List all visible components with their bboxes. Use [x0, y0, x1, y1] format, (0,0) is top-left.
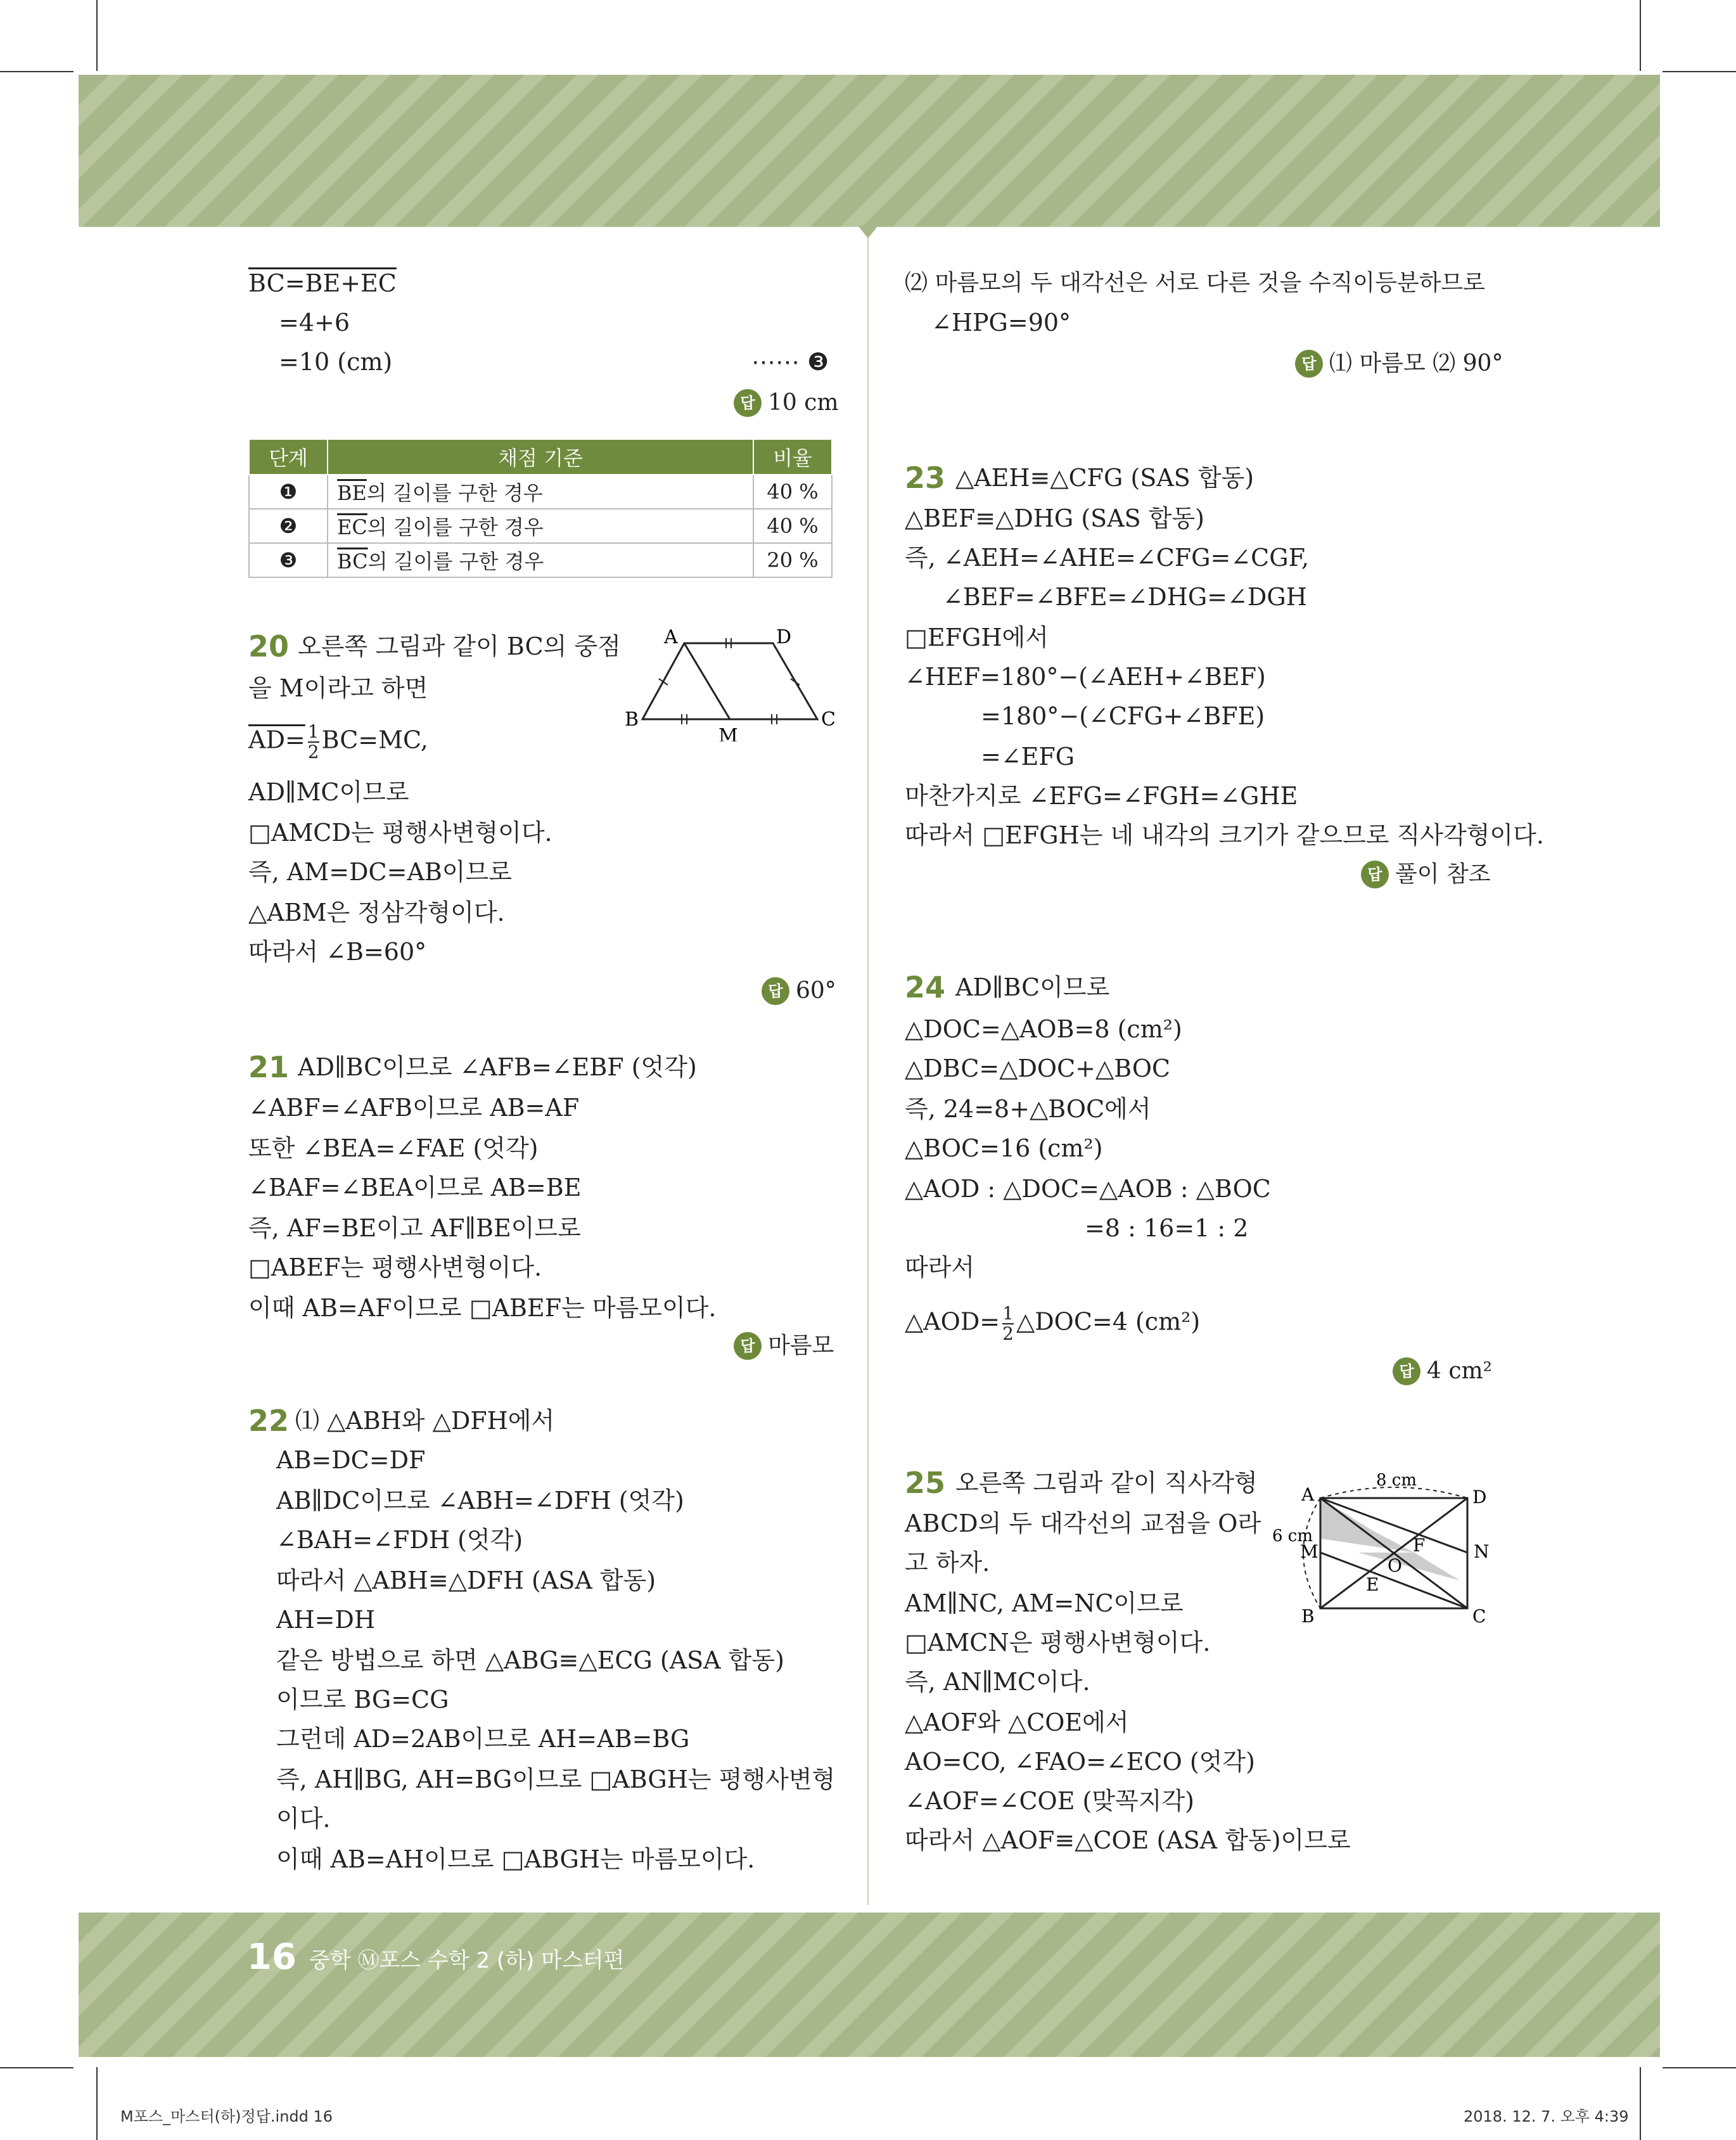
label-a: A — [664, 626, 678, 648]
label-d: D — [1472, 1487, 1487, 1508]
p23-line: □EFGH에서 — [905, 624, 1049, 651]
label-b: B — [625, 708, 639, 731]
p22-line: 이다. — [276, 1805, 331, 1833]
p21-line: □ABEF는 평행사변형이다. — [248, 1253, 542, 1281]
p23-line: =180°−(∠CFG+∠BFE) — [981, 702, 1265, 730]
label-8cm: 8 cm — [1376, 1471, 1417, 1490]
answer-bc: 답 10 cm — [734, 388, 839, 418]
p24-line: △AOD= $\frac{1}{2}$ △DOC=4 (cm²) — [905, 1303, 1201, 1344]
p22-line: 그런데 AD=2AB이므로 AH=AB=BG — [276, 1725, 690, 1753]
p22-line: AH=DH — [276, 1606, 376, 1634]
p24-line: 즉, 24=8+△BOC에서 — [905, 1095, 1151, 1123]
p22-line: AB=DC=DF — [276, 1446, 426, 1474]
p22b-line: ⑵ 마름모의 두 대각선은 서로 다른 것을 수직이등분하므로 — [905, 270, 1485, 296]
p22-line: ∠BAH=∠FDH (엇각) — [276, 1526, 523, 1554]
crop-mark — [1640, 0, 1641, 71]
label-n: N — [1474, 1541, 1490, 1562]
p24-line: △DBC=△DOC+△BOC — [905, 1054, 1171, 1082]
p23-line: ∠HEF=180°−(∠AEH+∠BEF) — [905, 663, 1266, 691]
p23-line: =∠EFG — [981, 743, 1075, 771]
answer-21: 답 마름모 — [734, 1331, 834, 1361]
p20-line: 따라서 ∠B=60° — [248, 938, 427, 966]
p20-line: AD= $\frac{1}{2}$ BC=MC, — [248, 721, 428, 762]
p24-line: △BOC=16 (cm²) — [905, 1134, 1103, 1162]
answer-badge-icon: 답 — [1361, 861, 1389, 888]
p22b-line: ∠HPG=90° — [931, 309, 1071, 336]
p20-line: 즉, AM=DC=AB이므로 — [248, 858, 512, 886]
table-row: ❸ $\overline{BC}$의 길이를 구한 경우 20 % — [249, 543, 832, 577]
p20-line: □AMCD는 평행사변형이다. — [248, 819, 552, 847]
p24-line: =8 : 16=1 : 2 — [1085, 1214, 1249, 1242]
answer-badge-icon: 답 — [1393, 1357, 1420, 1385]
table-header: 단계 — [249, 439, 328, 475]
crop-mark — [96, 0, 98, 71]
p23-line: ∠BEF=∠BFE=∠DHG=∠DGH — [943, 583, 1307, 611]
table-row: ❶ $\overline{BE}$의 길이를 구한 경우 40 % — [249, 475, 832, 509]
p25-line: △AOF와 △COE에서 — [905, 1708, 1129, 1736]
label-6cm: 6 cm — [1272, 1527, 1313, 1546]
p25-line: AM∥NC, AM=NC이므로 — [905, 1589, 1184, 1617]
p24-line: 따라서 — [905, 1253, 975, 1281]
crop-mark — [96, 2067, 98, 2140]
answer-badge-icon: 답 — [734, 389, 762, 417]
label-m: M — [718, 725, 738, 741]
problem-number-20: 20 — [248, 629, 290, 663]
problem-number-23: 23 — [905, 461, 946, 495]
crop-mark — [1663, 71, 1736, 72]
column-divider — [867, 238, 869, 1905]
label-d: D — [776, 626, 792, 648]
scoring-table — [248, 439, 833, 578]
p25-line: AO=CO, ∠FAO=∠ECO (엇각) — [905, 1748, 1255, 1776]
p20-line: △ABM은 정삼각형이다. — [248, 899, 505, 926]
label-a: A — [1301, 1484, 1315, 1505]
rectangle-figure — [1267, 1470, 1502, 1635]
answer-23: 답 풀이 참조 — [1361, 859, 1491, 890]
problem-number-24: 24 — [905, 970, 946, 1004]
fraction: $\frac{1}{2}$ — [307, 721, 319, 762]
p25-line: 오른쪽 그림과 같이 직사각형 — [955, 1469, 1258, 1497]
problem-number-22: 22 — [248, 1404, 290, 1438]
p20-line: 을 M이라고 하면 — [248, 674, 428, 702]
answer-badge-icon: 답 — [1295, 350, 1323, 378]
p21-line: 또한 ∠BEA=∠FAE (엇각) — [248, 1134, 539, 1162]
p23-line: 마찬가지로 ∠EFG=∠FGH=∠GHE — [905, 782, 1298, 810]
p25-line: 따라서 △AOF≡△COE (ASA 합동)이므로 — [905, 1826, 1351, 1854]
label-c: C — [821, 708, 836, 731]
p20-line: AD∥MC이므로 — [248, 778, 409, 806]
answer-badge-icon: 답 — [762, 977, 789, 1005]
file-slug: M포스_마스터(하)정답.indd 16 — [120, 2108, 333, 2125]
table-row: ❷ $\overline{EC}$의 길이를 구한 경우 40 % — [249, 509, 832, 543]
bc-line-3: =10 (cm) — [279, 348, 393, 376]
crop-mark — [0, 71, 73, 72]
p25-line: ABCD의 두 대각선의 교점을 O라 — [905, 1509, 1261, 1537]
answer-20: 답 60° — [762, 976, 836, 1006]
p21-line: AD∥BC이므로 ∠AFB=∠EBF (엇각) — [298, 1053, 697, 1081]
trapezoid-figure — [615, 624, 843, 741]
fraction: $\frac{1}{2}$ — [1002, 1303, 1014, 1344]
p24-line: △DOC=△AOB=8 (cm²) — [905, 1015, 1182, 1043]
table-header: 채점 기준 — [328, 439, 753, 475]
p22-line: 따라서 △ABH≡△DFH (ASA 합동) — [276, 1567, 656, 1594]
p22-line: 이므로 BG=CG — [276, 1686, 449, 1714]
footer-band — [79, 1913, 1660, 2057]
label-c: C — [1472, 1606, 1486, 1627]
label-b: B — [1301, 1606, 1315, 1627]
bc-line-2: =4+6 — [279, 309, 350, 336]
p22-line: 같은 방법으로 하면 △ABG≡△ECG (ASA 합동) — [276, 1646, 784, 1674]
crop-mark — [1640, 2067, 1641, 2140]
label-m: M — [1300, 1541, 1318, 1562]
p23-line: 즉, ∠AEH=∠AHE=∠CFG=∠CGF, — [905, 544, 1310, 572]
problem-number-21: 21 — [248, 1050, 290, 1084]
p25-line: 고 하자. — [905, 1549, 990, 1577]
bc-step-marker: ⋯⋯ ❸ — [751, 348, 829, 376]
book-title: 중학 Ⓜ포스 수학 2 (하) 마스터편 — [309, 1948, 625, 1973]
problem-number-25: 25 — [905, 1466, 946, 1500]
header-notch — [858, 226, 878, 238]
answer-22: 답 ⑴ 마름모 ⑵ 90° — [1295, 349, 1503, 379]
p25-line: □AMCN은 평행사변형이다. — [905, 1629, 1211, 1656]
answer-badge-icon: 답 — [734, 1332, 762, 1360]
p23-line: △BEF≡△DHG (SAS 합동) — [905, 504, 1205, 532]
table-header: 비율 — [753, 439, 832, 475]
p21-line: ∠BAF=∠BEA이므로 AB=BE — [248, 1174, 582, 1201]
p21-line: ∠ABF=∠AFB이므로 AB=AF — [248, 1094, 580, 1122]
header-band — [79, 75, 1660, 227]
p21-line: 이때 AB=AF이므로 □ABEF는 마름모이다. — [248, 1294, 717, 1322]
p25-line: ∠AOF=∠COE (맞꼭지각) — [905, 1787, 1195, 1815]
bc-line-1: BC=BE+EC — [248, 269, 397, 297]
p23-line: △AEH≡△CFG (SAS 합동) — [955, 464, 1254, 492]
p20-line: 오른쪽 그림과 같이 BC의 중점 — [298, 632, 621, 660]
p22-line: ⑴ △ABH와 △DFH에서 — [295, 1407, 555, 1435]
label-e: E — [1366, 1574, 1379, 1595]
p25-line: 즉, AN∥MC이다. — [905, 1668, 1090, 1696]
label-o: O — [1388, 1555, 1402, 1576]
crop-mark — [0, 2067, 73, 2068]
answer-24: 답 4 cm² — [1393, 1356, 1492, 1387]
p22-line: 즉, AH∥BG, AH=BG이므로 □ABGH는 평행사변형 — [276, 1765, 836, 1793]
p22-line: 이때 AB=AH이므로 □ABGH는 마름모이다. — [276, 1845, 755, 1873]
p24-line: AD∥BC이므로 — [955, 973, 1110, 1001]
p24-line: △AOD : △DOC=△AOB : △BOC — [905, 1175, 1271, 1203]
label-f: F — [1413, 1535, 1426, 1556]
p23-line: 따라서 □EFGH는 네 내각의 크기가 같으므로 직사각형이다. — [905, 821, 1544, 849]
p22-line: AB∥DC이므로 ∠ABH=∠DFH (엇각) — [276, 1487, 684, 1515]
p21-line: 즉, AF=BE이고 AF∥BE이므로 — [248, 1214, 581, 1242]
crop-mark — [1663, 2067, 1736, 2068]
print-timestamp: 2018. 12. 7. 오후 4:39 — [1464, 2108, 1629, 2125]
page-number: 16 — [247, 1937, 297, 1978]
